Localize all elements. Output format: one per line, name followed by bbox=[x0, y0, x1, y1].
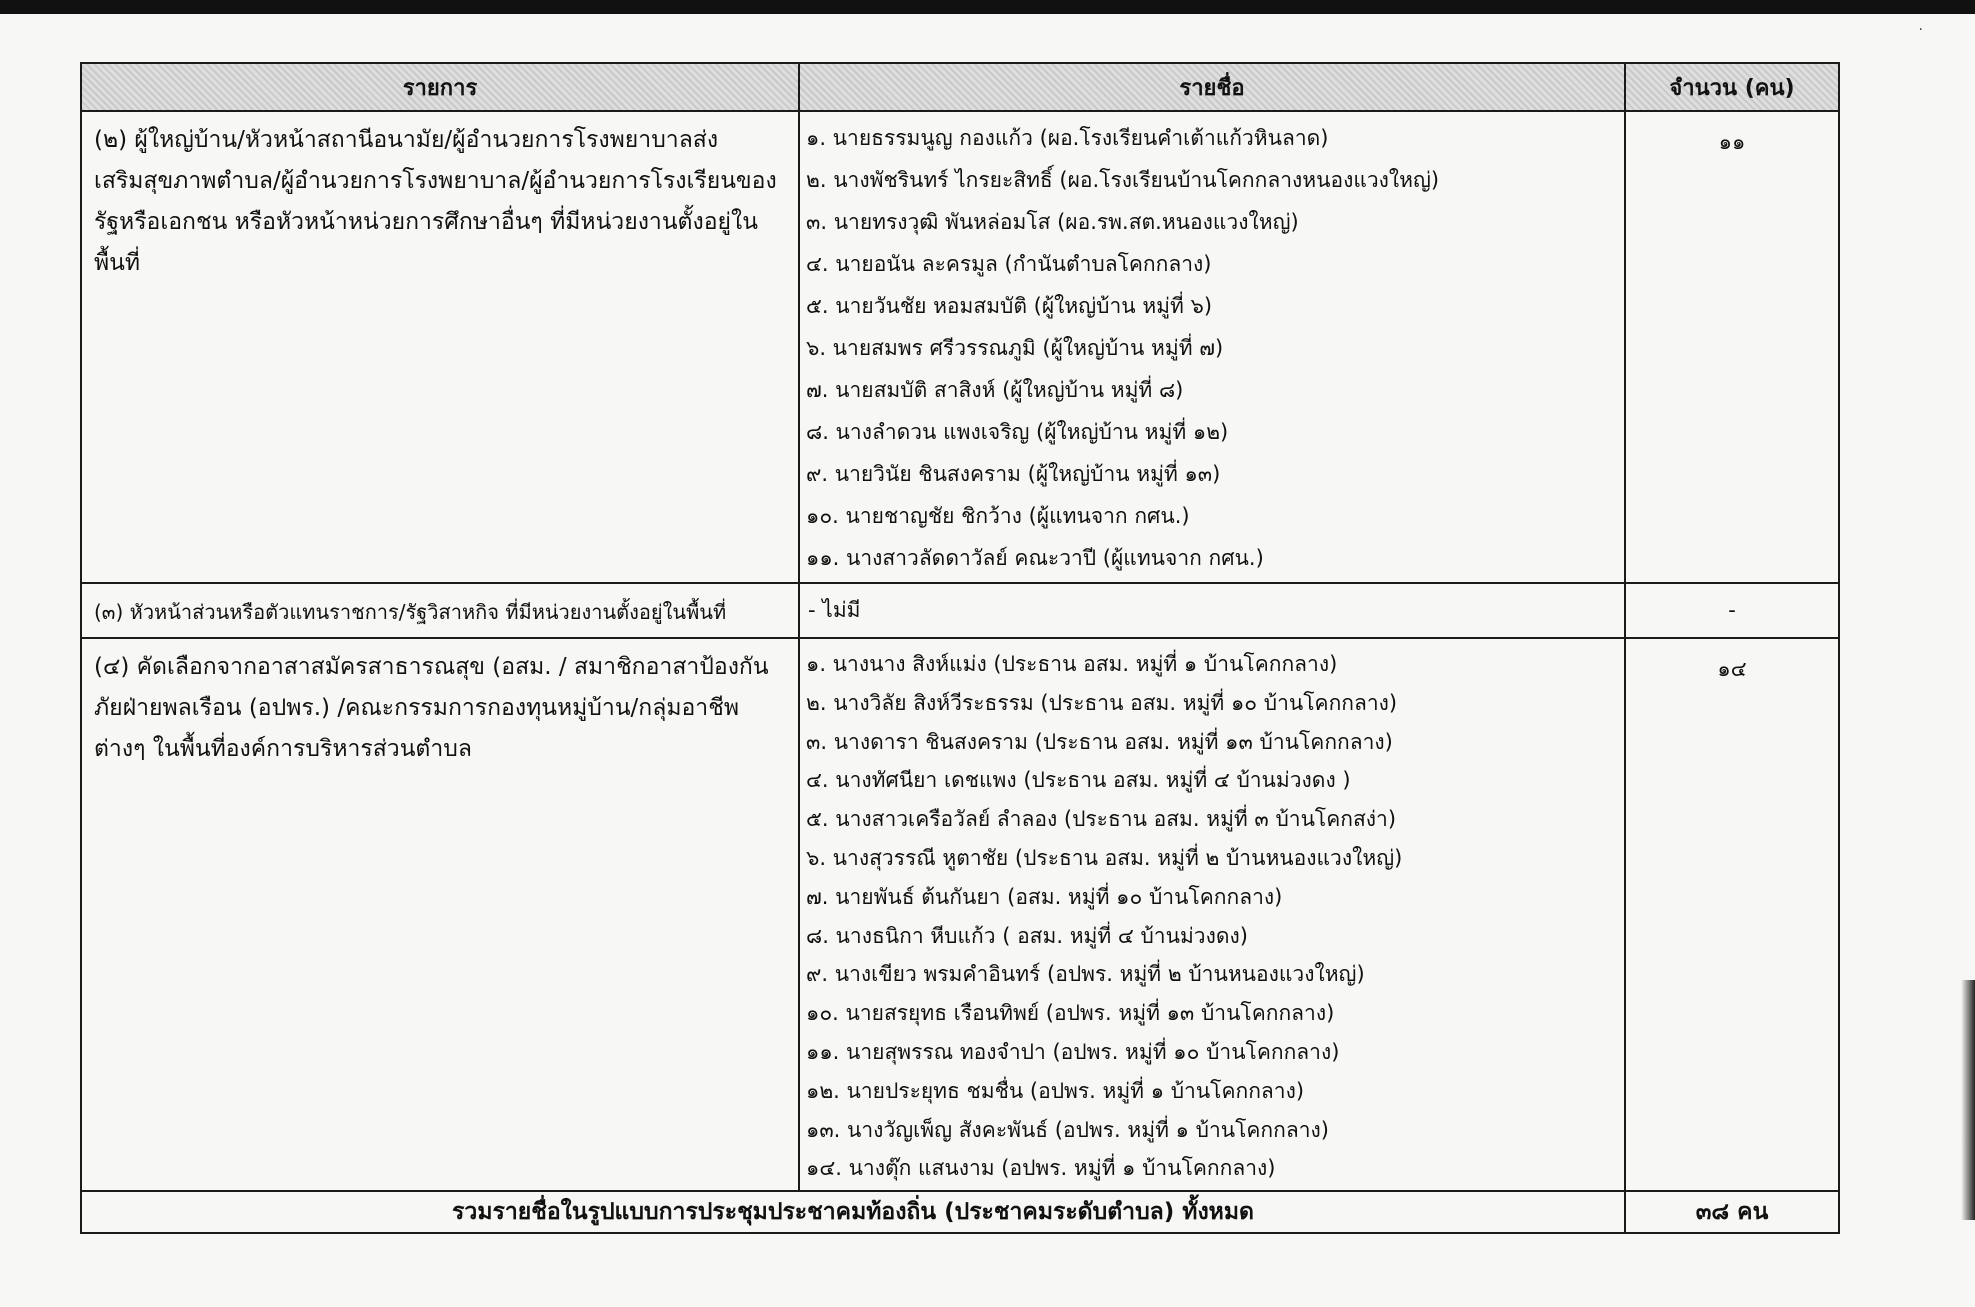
header-names: รายชื่อ bbox=[799, 63, 1625, 111]
list-item: ๔. นายอนัน ละครมูล (กำนันตำบลโคกกลาง) bbox=[806, 252, 1212, 276]
list-item: ๗. นายพันธ์ ต้นกันยา (อสม. หมู่ที่ ๑๐ บ้านโคกกลาง) bbox=[806, 884, 1283, 909]
list-item: ๑๑. นางสาวลัดดาวัลย์ คณะวาปี (ผู้แทนจาก กศน.) bbox=[806, 546, 1264, 570]
list-item: ๘. นางลำดวน แพงเจริญ (ผู้ใหญ่บ้าน หมู่ที่ ๑๒) bbox=[806, 420, 1229, 444]
list-item: ๑. นางนาง สิงห์แม่ง (ประธาน อสม. หมู่ที่ ๑ บ้านโคกกลาง) bbox=[806, 652, 1338, 676]
list-item: ๑๔. นางตุ๊ก แสนงาม (อปพร. หมู่ที่ ๑ บ้านโคกกลาง) bbox=[806, 1156, 1276, 1181]
list-item: ๓. นายทรงวุฒิ พันหล่อมโส (ผอ.รพ.สต.หนองแวงใหญ่) bbox=[806, 210, 1299, 234]
total-label: รวมรายชื่อในรูปแบบการประชุมประชาคมท้องถิ่น (ประชาคมระดับตำบล) ทั้งหมด bbox=[81, 1191, 1625, 1233]
count-cell: ๑๔ bbox=[1625, 638, 1839, 1191]
list-item: ๕. นายวันชัย หอมสมบัติ (ผู้ใหญ่บ้าน หมู่ที่ ๖) bbox=[806, 294, 1213, 318]
list-item: ๙. นายวินัย ชินสงคราม (ผู้ใหญ่บ้าน หมู่ที่ ๑๓) bbox=[806, 462, 1221, 486]
list-item: ๑๐. นายสรยุทธ เรือนทิพย์ (อปพร. หมู่ที่ ๑๓ บ้านโคกกลาง) bbox=[806, 1001, 1335, 1026]
category-cell: (๓) หัวหน้าส่วนหรือตัวแทนราชการ/รัฐวิสาหกิจ ที่มีหน่วยงานตั้งอยู่ในพื้นที่ bbox=[81, 583, 799, 638]
header-row bbox=[81, 63, 1839, 111]
list-item: ๓. นางดารา ชินสงคราม (ประธาน อสม. หมู่ที่ ๑๓ บ้านโคกกลาง) bbox=[806, 729, 1393, 754]
list-item: ๙. นางเขียว พรมคำอินทร์ (อปพร. หมู่ที่ ๒ บ้านหนองแวงใหญ่) bbox=[806, 962, 1365, 987]
total-count: ๓๘ คน bbox=[1625, 1191, 1839, 1233]
category-cell: (๔) คัดเลือกจากอาสาสมัครสาธารณสุข (อสม. / สมาชิกอาสาป้องกันภัยฝ่ายพลเรือน (อปพร.) /คณะกรรมการกองทุนหมู่บ้าน/กลุ่มอาชีพต่างๆ ในพื้นที่องค์การบริหารส่วนตำบล bbox=[81, 638, 799, 1191]
list-item: ๔. นางทัศนียา เดชแพง (ประธาน อสม. หมู่ที่ ๔ บ้านม่วงดง ) bbox=[806, 768, 1351, 793]
scan-right-edge bbox=[1961, 980, 1975, 1220]
list-item: ๑๐. นายชาญชัย ชิกว้าง (ผู้แทนจาก กศน.) bbox=[806, 504, 1190, 528]
list-item: ๑๒. นายประยุทธ ชมชื่น (อปพร. หมู่ที่ ๑ บ้านโคกกลาง) bbox=[806, 1078, 1305, 1103]
count-cell: ๑๑ bbox=[1625, 111, 1839, 583]
header-count: จำนวน (คน) bbox=[1625, 63, 1839, 111]
participant-table bbox=[80, 62, 1840, 1234]
category-cell: (๒) ผู้ใหญ่บ้าน/หัวหน้าสถานีอนามัย/ผู้อำนวยการโรงพยาบาลส่งเสริมสุขภาพตำบล/ผู้อำนวยการโรงพยาบาล/ผู้อำนวยการโรงเรียนของรัฐหรือเอกชน หรือหัวหน้าหน่วยการศึกษาอื่นๆ ที่มีหน่วยงานตั้งอยู่ในพื้นที่ bbox=[81, 111, 799, 583]
names-cell bbox=[799, 638, 1625, 1191]
table-row bbox=[81, 111, 1839, 583]
list-item: ๘. นางธนิกา หีบแก้ว ( อสม. หมู่ที่ ๔ บ้านม่วงดง) bbox=[806, 923, 1248, 948]
list-item: ๑๑. นายสุพรรณ ทองจำปา (อปพร. หมู่ที่ ๑๐ บ้านโคกกลาง) bbox=[806, 1039, 1340, 1064]
scan-top-edge bbox=[0, 0, 1975, 14]
header-category: รายการ bbox=[81, 63, 799, 111]
list-item: ๖. นายสมพร ศรีวรรณภูมิ (ผู้ใหญ่บ้าน หมู่ที่ ๗) bbox=[806, 336, 1224, 360]
names-cell bbox=[799, 111, 1625, 583]
list-item: ๕. นางสาวเครือวัลย์ ลำลอง (ประธาน อสม. หมู่ที่ ๓ บ้านโคกสง่า) bbox=[806, 807, 1397, 832]
list-item: ๒. นางพัชรินทร์ ไกรยะสิทธิ์ (ผอ.โรงเรียนบ้านโคกกลางหนองแวงใหญ่) bbox=[806, 168, 1440, 192]
list-item: ๒. นางวิลัย สิงห์วีระธรรม (ประธาน อสม. หมู่ที่ ๑๐ บ้านโคกกลาง) bbox=[806, 690, 1398, 715]
list-item: ๗. นายสมบัติ สาสิงห์ (ผู้ใหญ่บ้าน หมู่ที่ ๘) bbox=[806, 378, 1184, 402]
scan-speck: · bbox=[1918, 22, 1923, 38]
table-row bbox=[81, 638, 1839, 1191]
names-cell: - ไม่มี bbox=[799, 583, 1625, 638]
table-row bbox=[81, 583, 1839, 638]
list-item: ๖. นางสุวรรณี หูตาชัย (ประธาน อสม. หมู่ที่ ๒ บ้านหนองแวงใหญ่) bbox=[806, 845, 1403, 870]
list-item: ๑. นายธรรมนูญ กองแก้ว (ผอ.โรงเรียนคำเต้าแก้วหินลาด) bbox=[806, 126, 1329, 150]
count-cell: - bbox=[1625, 583, 1839, 638]
list-item: ๑๓. นางวัญเพ็ญ สังคะพันธ์ (อปพร. หมู่ที่ ๑ บ้านโคกกลาง) bbox=[806, 1117, 1329, 1142]
document-page bbox=[80, 62, 1838, 1234]
total-row bbox=[81, 1191, 1839, 1233]
